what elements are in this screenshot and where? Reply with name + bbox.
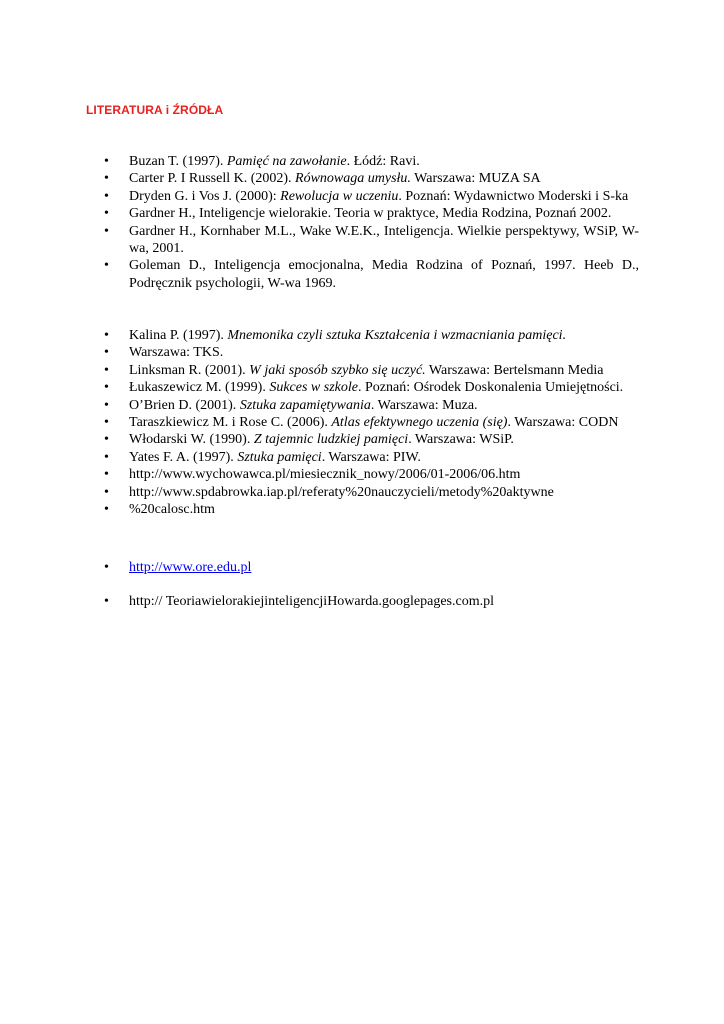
bibliography-url-entry: • http://www.spdabrowka.iap.pl/referaty%20nauczycieli/metody%20aktywne	[104, 484, 639, 501]
bullet-icon	[104, 327, 114, 344]
bibliography-entry: • Carter P. I Russell K. (2002). Równowaga umysłu. Warszawa: MUZA SA	[104, 170, 639, 187]
bibliography-list-books	[104, 153, 639, 292]
bibliography-entry: • Łukaszewicz M. (1999). Sukces w szkole. Poznań: Ośrodek Doskonalenia Umiejętności.	[104, 379, 639, 396]
bullet-icon	[104, 593, 114, 610]
bullet-icon	[104, 257, 114, 274]
bullet-icon	[104, 559, 114, 576]
bibliography-entry: • O’Brien D. (2001). Sztuka zapamiętywania. Warszawa: Muza.	[104, 397, 639, 414]
bullet-icon	[104, 344, 114, 361]
bibliography-entry: • Warszawa: TKS.	[104, 344, 639, 361]
bibliography-url-entry	[104, 559, 639, 576]
bullet-icon	[104, 223, 114, 240]
bullet-icon	[104, 397, 114, 414]
bibliography-url-entry: • http://www.wychowawca.pl/miesiecznik_nowy/2006/01-2006/06.htm	[104, 466, 639, 483]
bibliography-entry: • Goleman D., Inteligencja emocjonalna, Media Rodzina of Poznań, 1997. Heeb D., Podręcznik psychologii, W-wa 1969.	[104, 257, 639, 292]
bullet-icon	[104, 414, 114, 431]
bullet-icon	[104, 466, 114, 483]
bibliography-entry: • Gardner H., Kornhaber M.L., Wake W.E.K., Inteligencja. Wielkie perspektywy, WSiP, W-wa, 2001.	[104, 223, 639, 258]
bibliography-url-entry: • %20calosc.htm	[104, 501, 639, 518]
bullet-icon	[104, 362, 114, 379]
bullet-icon	[104, 153, 114, 170]
bibliography-entry: • Linksman R. (2001). W jaki sposób szybko się uczyć. Warszawa: Bertelsmann Media	[104, 362, 639, 379]
bullet-icon	[104, 170, 114, 187]
bullet-icon	[104, 501, 114, 518]
bibliography-entry: • Dryden G. i Vos J. (2000): Rewolucja w uczeniu. Poznań: Wydawnictwo Moderski i S-ka	[104, 188, 639, 205]
bibliography-list-last	[104, 593, 639, 610]
bullet-icon	[104, 431, 114, 448]
bullet-icon	[104, 188, 114, 205]
bullet-icon	[104, 379, 114, 396]
bibliography-entry: • Włodarski W. (1990). Z tajemnic ludzkiej pamięci. Warszawa: WSiP.	[104, 431, 639, 448]
ore-link[interactable]: http://www.ore.edu.pl	[129, 560, 252, 575]
bullet-icon	[104, 484, 114, 501]
bullet-icon	[104, 449, 114, 466]
bibliography-url-entry: • http:// TeoriawielorakiejinteligencjiHowarda.googlepages.com.pl	[104, 593, 639, 610]
bibliography-list-link	[104, 559, 639, 576]
bibliography-entry: • Yates F. A. (1997). Sztuka pamięci. Warszawa: PIW.	[104, 449, 639, 466]
section-heading: LITERATURA i ŹRÓDŁA	[86, 103, 224, 117]
bibliography-entry: • Taraszkiewicz M. i Rose C. (2006). Atlas efektywnego uczenia (się). Warszawa: CODN	[104, 414, 639, 431]
bibliography-entry: • Kalina P. (1997). Mnemonika czyli sztuka Kształcenia i wzmacniania pamięci.	[104, 327, 639, 344]
bibliography-list-sources	[104, 327, 639, 518]
bibliography-entry: • Gardner H., Inteligencje wielorakie. Teoria w praktyce, Media Rodzina, Poznań 2002.	[104, 205, 639, 222]
bibliography-entry: • Buzan T. (1997). Pamięć na zawołanie. Łódź: Ravi.	[104, 153, 639, 170]
bullet-icon	[104, 205, 114, 222]
